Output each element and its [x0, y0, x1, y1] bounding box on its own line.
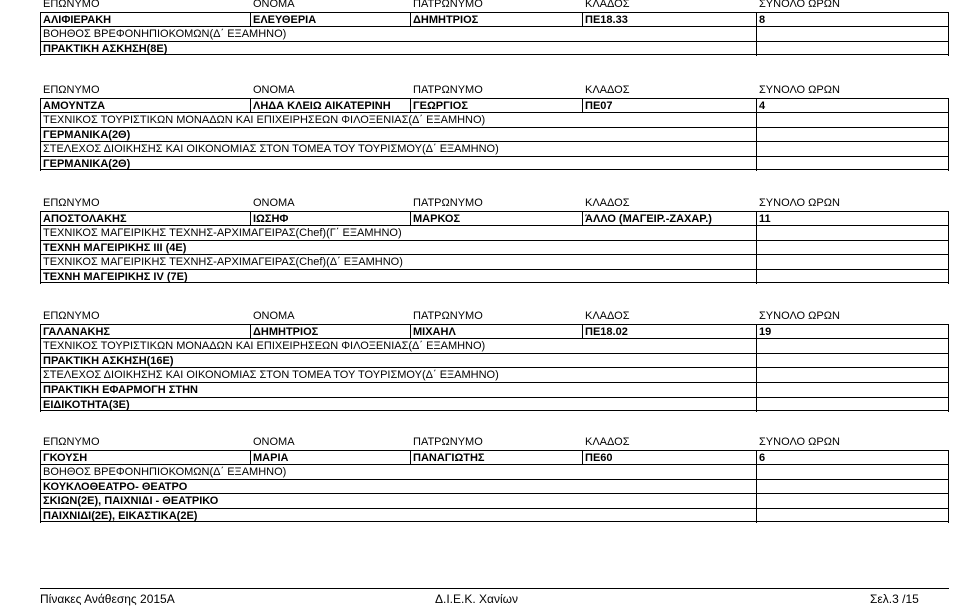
course-line — [40, 26, 949, 40]
course-line — [40, 254, 949, 268]
cell-divider — [756, 42, 757, 56]
teacher-row — [40, 324, 949, 338]
teacher-branch: ΠΕ18.02 — [585, 325, 628, 338]
cell-divider — [40, 451, 41, 465]
cell-divider — [582, 13, 583, 27]
teacher-row — [40, 12, 949, 26]
header-branch: ΚΛΑΔΟΣ — [585, 436, 630, 448]
table-header-row — [40, 83, 949, 97]
course-line — [40, 338, 949, 352]
teacher-surname: ΓΚΟΥΣΗ — [43, 451, 88, 464]
teacher-father: ΔΗΜΗΤΡΙΟΣ — [413, 13, 479, 26]
subject-name: ΚΟΥΚΛΟΘΕΑΤΡΟ- ΘΕΑΤΡΟ — [43, 480, 188, 493]
table-header-row — [40, 309, 949, 323]
table-header-row — [40, 435, 949, 449]
cell-divider — [756, 354, 757, 368]
header-branch: ΚΛΑΔΟΣ — [585, 310, 630, 322]
cell-divider — [948, 354, 949, 368]
teacher-hours: 4 — [759, 99, 766, 112]
header-branch: ΚΛΑΔΟΣ — [585, 197, 630, 209]
cell-divider — [582, 99, 583, 113]
cell-divider — [40, 339, 41, 353]
cell-divider — [756, 383, 757, 397]
cell-divider — [948, 226, 949, 240]
cell-divider — [756, 212, 757, 226]
cell-divider — [40, 42, 41, 56]
cell-divider — [40, 99, 41, 113]
cell-divider — [40, 113, 41, 127]
cell-divider — [948, 270, 949, 284]
subject-name: ΠΡΑΚΤΙΚΗ ΑΣΚΗΣΗ(16Ε) — [43, 354, 174, 367]
header-father: ΠΑΤΡΩΝΥΜΟ — [413, 84, 483, 96]
cell-divider — [40, 13, 41, 27]
header-hours: ΣΥΝΟΛΟ ΩΡΩΝ — [759, 436, 840, 448]
teacher-father: ΜΑΡΚΟΣ — [413, 212, 461, 225]
program-name: ΤΕΧΝΙΚΟΣ ΤΟΥΡΙΣΤΙΚΩΝ ΜΟΝΑΔΩΝ ΚΑΙ ΕΠΙΧΕΙΡΗΣΕΩΝ ΦΙΛΟΞΕΝΙΑΣ(Δ΄ ΕΞΑΜΗΝΟ) — [43, 340, 486, 353]
program-name: ΤΕΧΝΙΚΟΣ ΜΑΓΕΙΡΙΚΗΣ ΤΕΧΝΗΣ-ΑΡΧΙΜΑΓΕΙΡΑΣ(Chef)(Δ΄ ΕΞΑΜΗΝΟ) — [43, 256, 403, 269]
cell-divider — [756, 494, 757, 508]
cell-divider — [948, 157, 949, 171]
header-surname: ΕΠΩΝΥΜΟ — [43, 84, 100, 96]
cell-divider — [250, 325, 251, 339]
footer-page-number: Σελ.3 /15 — [870, 592, 919, 606]
teacher-hours: 6 — [759, 451, 766, 464]
cell-divider — [40, 398, 41, 412]
course-line — [40, 141, 949, 155]
cell-divider — [40, 270, 41, 284]
program-name: ΒΟΗΘΟΣ ΒΡΕΦΟΝΗΠΙΟΚΟΜΩΝ(Δ΄ ΕΞΑΜΗΝΟ) — [43, 466, 287, 479]
teacher-surname: ΑΛΙΦΙΕΡΑΚΗ — [43, 13, 112, 26]
teacher-branch: ΠΕ18.33 — [585, 13, 628, 26]
header-father: ΠΑΤΡΩΝΥΜΟ — [413, 197, 483, 209]
teacher-hours: 11 — [759, 212, 771, 225]
program-name: ΒΟΗΘΟΣ ΒΡΕΦΟΝΗΠΙΟΚΟΜΩΝ(Δ΄ ΕΞΑΜΗΝΟ) — [43, 28, 287, 41]
header-branch: ΚΛΑΔΟΣ — [585, 84, 630, 96]
cell-divider — [40, 383, 41, 397]
cell-divider — [756, 113, 757, 127]
cell-divider — [948, 398, 949, 412]
teacher-hours: 8 — [759, 13, 766, 26]
course-line — [40, 367, 949, 381]
footer-center: Δ.Ι.Ε.Κ. Χανίων — [435, 592, 519, 606]
header-name: ΟΝΟΜΑ — [253, 310, 295, 322]
course-line — [40, 112, 949, 126]
cell-divider — [756, 509, 757, 523]
teacher-name: ΛΗΔΑ ΚΛΕΙΩ ΑΙΚΑΤΕΡΙΝΗ — [253, 99, 391, 112]
cell-divider — [410, 451, 411, 465]
cell-divider — [582, 451, 583, 465]
cell-divider — [948, 27, 949, 41]
cell-divider — [40, 142, 41, 156]
course-line — [40, 397, 949, 411]
cell-divider — [948, 142, 949, 156]
program-name: ΣΤΕΛΕΧΟΣ ΔΙΟΙΚΗΣΗΣ ΚΑΙ ΟΙΚΟΝΟΜΙΑΣ ΣΤΟΝ ΤΟΜΕΑ ΤΟΥ ΤΟΥΡΙΣΜΟΥ(Δ΄ ΕΞΑΜΗΝΟ) — [43, 369, 499, 382]
cell-divider — [948, 339, 949, 353]
cell-divider — [40, 241, 41, 255]
cell-divider — [756, 13, 757, 27]
cell-divider — [40, 354, 41, 368]
cell-divider — [756, 142, 757, 156]
teacher-surname: ΓΑΛΑΝΑΚΗΣ — [43, 325, 111, 338]
program-name: ΤΕΧΝΙΚΟΣ ΜΑΓΕΙΡΙΚΗΣ ΤΕΧΝΗΣ-ΑΡΧΙΜΑΓΕΙΡΑΣ(Chef)(Γ΄ ΕΞΑΜΗΝΟ) — [43, 227, 402, 240]
header-father: ΠΑΤΡΩΝΥΜΟ — [413, 0, 483, 10]
cell-divider — [410, 99, 411, 113]
cell-divider — [948, 383, 949, 397]
teacher-father: ΓΕΩΡΓΙΟΣ — [413, 99, 468, 112]
cell-divider — [756, 241, 757, 255]
cell-divider — [756, 226, 757, 240]
header-hours: ΣΥΝΟΛΟ ΩΡΩΝ — [759, 310, 840, 322]
footer-left: Πίνακες Ανάθεσης 2015Α — [40, 592, 175, 606]
teacher-branch: ΠΕ60 — [585, 451, 613, 464]
program-name: ΤΕΧΝΙΚΟΣ ΤΟΥΡΙΣΤΙΚΩΝ ΜΟΝΑΔΩΝ ΚΑΙ ΕΠΙΧΕΙΡΗΣΕΩΝ ΦΙΛΟΞΕΝΙΑΣ(Δ΄ ΕΞΑΜΗΝΟ) — [43, 114, 486, 127]
cell-divider — [40, 325, 41, 339]
header-name: ΟΝΟΜΑ — [253, 0, 295, 10]
subject-name: ΕΙΔΙΚΟΤΗΤΑ(3Ε) — [43, 398, 130, 411]
teacher-name: ΕΛΕΥΘΕΡΙΑ — [253, 13, 317, 26]
cell-divider — [948, 212, 949, 226]
teacher-name: ΙΩΣΗΦ — [253, 212, 289, 225]
footer-rule — [40, 588, 949, 589]
cell-divider — [250, 451, 251, 465]
cell-divider — [40, 494, 41, 508]
cell-divider — [250, 212, 251, 226]
cell-divider — [40, 27, 41, 41]
cell-divider — [948, 99, 949, 113]
teacher-row — [40, 450, 949, 464]
cell-divider — [948, 255, 949, 269]
cell-divider — [40, 480, 41, 494]
header-surname: ΕΠΩΝΥΜΟ — [43, 310, 100, 322]
teacher-name: ΜΑΡΙΑ — [253, 451, 289, 464]
teacher-father: ΠΑΝΑΓΙΩΤΗΣ — [413, 451, 485, 464]
teacher-branch: ΠΕ07 — [585, 99, 613, 112]
program-name: ΣΤΕΛΕΧΟΣ ΔΙΟΙΚΗΣΗΣ ΚΑΙ ΟΙΚΟΝΟΜΙΑΣ ΣΤΟΝ ΤΟΜΕΑ ΤΟΥ ΤΟΥΡΙΣΜΟΥ(Δ΄ ΕΞΑΜΗΝΟ) — [43, 143, 499, 156]
course-line — [40, 240, 949, 254]
cell-divider — [40, 157, 41, 171]
cell-divider — [948, 128, 949, 142]
course-line — [40, 479, 949, 493]
cell-divider — [582, 212, 583, 226]
subject-name: ΓΕΡΜΑΝΙΚΑ(2Θ) — [43, 128, 131, 141]
cell-divider — [756, 451, 757, 465]
cell-divider — [948, 13, 949, 27]
cell-divider — [756, 339, 757, 353]
cell-divider — [250, 99, 251, 113]
cell-divider — [40, 212, 41, 226]
cell-divider — [948, 480, 949, 494]
subject-name: ΣΚΙΩΝ(2Ε), ΠΑΙΧΝΙΔΙ - ΘΕΑΤΡΙΚΟ — [43, 495, 219, 508]
cell-divider — [250, 13, 251, 27]
teacher-row — [40, 98, 949, 112]
cell-divider — [410, 325, 411, 339]
cell-divider — [948, 42, 949, 56]
cell-divider — [40, 255, 41, 269]
cell-divider — [410, 13, 411, 27]
cell-divider — [582, 325, 583, 339]
table-header-row — [40, 0, 949, 11]
cell-divider — [756, 270, 757, 284]
course-line — [40, 493, 949, 507]
teacher-father: ΜΙΧΑΗΛ — [413, 325, 456, 338]
course-line — [40, 382, 949, 396]
cell-divider — [756, 325, 757, 339]
teacher-hours: 19 — [759, 325, 772, 338]
cell-divider — [410, 212, 411, 226]
cell-divider — [40, 368, 41, 382]
header-name: ΟΝΟΜΑ — [253, 436, 295, 448]
cell-divider — [756, 27, 757, 41]
cell-divider — [756, 368, 757, 382]
course-line — [40, 41, 949, 55]
course-line — [40, 225, 949, 239]
header-hours: ΣΥΝΟΛΟ ΩΡΩΝ — [759, 84, 840, 96]
teacher-surname: ΑΠΟΣΤΟΛΑΚΗΣ — [43, 212, 127, 225]
cell-divider — [948, 241, 949, 255]
cell-divider — [756, 99, 757, 113]
header-surname: ΕΠΩΝΥΜΟ — [43, 197, 100, 209]
cell-divider — [756, 465, 757, 479]
subject-name: ΠΑΙΧΝΙΔΙ(2Ε), ΕΙΚΑΣΤΙΚΑ(2Ε) — [43, 510, 198, 522]
cell-divider — [40, 226, 41, 240]
subject-name: ΠΡΑΚΤΙΚΗ ΕΦΑΡΜΟΓΗ ΣΤΗΝ — [43, 384, 198, 396]
cell-divider — [948, 113, 949, 127]
subject-name: ΓΕΡΜΑΝΙΚΑ(2Θ) — [43, 158, 131, 170]
teacher-row — [40, 211, 949, 225]
cell-divider — [756, 480, 757, 494]
course-line — [40, 353, 949, 367]
cell-divider — [756, 398, 757, 412]
header-name: ΟΝΟΜΑ — [253, 197, 295, 209]
subject-name: ΠΡΑΚΤΙΚΗ ΑΣΚΗΣΗ(8Ε) — [43, 42, 168, 55]
cell-divider — [948, 494, 949, 508]
cell-divider — [40, 465, 41, 479]
course-line — [40, 508, 949, 522]
header-father: ΠΑΤΡΩΝΥΜΟ — [413, 310, 483, 322]
teacher-name: ΔΗΜΗΤΡΙΟΣ — [253, 325, 319, 338]
cell-divider — [756, 157, 757, 171]
cell-divider — [756, 255, 757, 269]
header-surname: ΕΠΩΝΥΜΟ — [43, 0, 100, 10]
subject-name: ΤΕΧΝΗ ΜΑΓΕΙΡΙΚΗΣ ΙΙΙ (4Ε) — [43, 241, 187, 254]
header-father: ΠΑΤΡΩΝΥΜΟ — [413, 436, 483, 448]
cell-divider — [948, 325, 949, 339]
table-header-row — [40, 196, 949, 210]
cell-divider — [948, 509, 949, 523]
header-surname: ΕΠΩΝΥΜΟ — [43, 436, 100, 448]
teacher-surname: ΑΜΟΥΝΤΖΑ — [43, 99, 106, 112]
course-line — [40, 269, 949, 283]
header-hours: ΣΥΝΟΛΟ ΩΡΩΝ — [759, 197, 840, 209]
course-line — [40, 156, 949, 170]
subject-name: ΤΕΧΝΗ ΜΑΓΕΙΡΙΚΗΣ IV (7Ε) — [43, 271, 188, 283]
cell-divider — [948, 368, 949, 382]
teacher-branch: ΆΛΛΟ (ΜΑΓΕΙΡ.-ΖΑΧΑΡ.) — [585, 212, 712, 225]
course-line — [40, 127, 949, 141]
cell-divider — [756, 128, 757, 142]
header-hours: ΣΥΝΟΛΟ ΩΡΩΝ — [759, 0, 840, 10]
cell-divider — [948, 465, 949, 479]
header-branch: ΚΛΑΔΟΣ — [585, 0, 630, 10]
cell-divider — [40, 128, 41, 142]
cell-divider — [948, 451, 949, 465]
course-line — [40, 464, 949, 478]
header-name: ΟΝΟΜΑ — [253, 84, 295, 96]
cell-divider — [40, 509, 41, 523]
